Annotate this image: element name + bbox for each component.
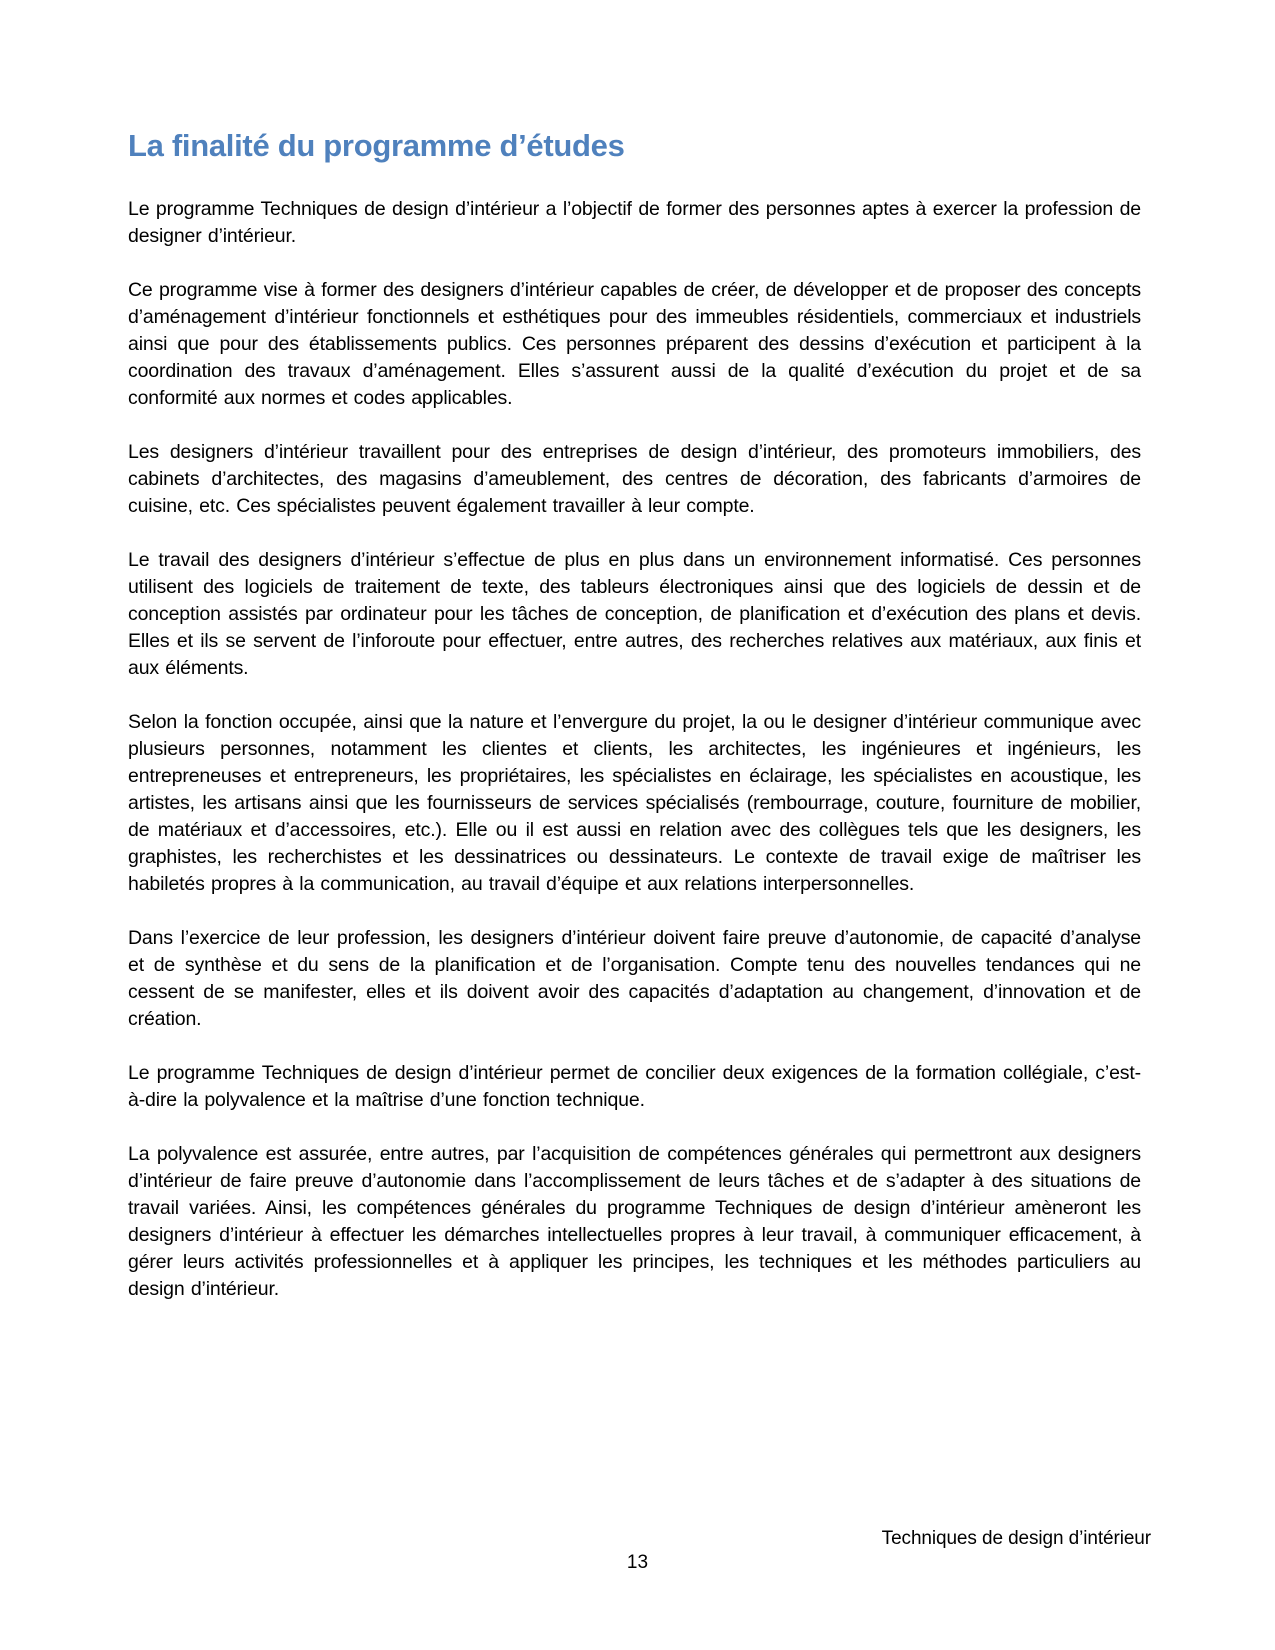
- footer-document-title: Techniques de design d’intérieur: [881, 1528, 1151, 1549]
- body-paragraph: La polyvalence est assurée, entre autres, par l’acquisition de compétences générales qui permettront aux designers d’intérieur de faire preuve d’autonomie dans l’accomplissement de leurs tâches et de s’adapter à des situations de travail variées. Ainsi, les compétences générales du programme Techniques de design d’intérieur amèneront les designers d’intérieur à effectuer les démarches intellectuelles propres à leur travail, à communiquer efficacement, à gérer leurs activités professionnelles et à appliquer les principes, les techniques et les méthodes particuliers au design d’intérieur.: [128, 1143, 1141, 1300]
- page-number: 13: [626, 1552, 649, 1573]
- body-paragraph: Ce programme vise à former des designers d’intérieur capables de créer, de développer et de proposer des concepts d’aménagement d’intérieur fonctionnels et esthétiques pour des immeubles résidentiels, commerciaux et industriels ainsi que pour des établissements publics. Ces personnes préparent des dessins d’exécution et participent à la coordination des travaux d’aménagement. Elles s’assurent aussi de la qualité d’exécution du projet et de sa conformité aux normes et codes applicables.: [128, 279, 1141, 409]
- body-paragraph: Selon la fonction occupée, ainsi que la nature et l’envergure du projet, la ou le designer d’intérieur communique avec plusieurs personnes, notamment les clientes et clients, les architectes, les ingénieures et ingénieurs, les entrepreneuses et entrepreneurs, les propriétaires, les spécialistes en éclairage, les spécialistes en acoustique, les artistes, les artisans ainsi que les fournisseurs de services spécialisés (rembourrage, couture, fourniture de mobilier, de matériaux et d’accessoires, etc.). Elle ou il est aussi en relation avec des collègues tels que les designers, les graphistes, les recherchistes et les dessinatrices ou dessinateurs. Le contexte de travail exige de maîtriser les habiletés propres à la communication, au travail d’équipe et aux relations interpersonnelles.: [128, 711, 1141, 895]
- body-paragraph: Le programme Techniques de design d’intérieur a l’objectif de former des personnes aptes à exercer la profession de designer d’intérieur.: [128, 198, 1141, 247]
- body-paragraph: Les designers d’intérieur travaillent pour des entreprises de design d’intérieur, des promoteurs immobiliers, des cabinets d’architectes, des magasins d’ameublement, des centres de décoration, des fabricants d’armoires de cuisine, etc. Ces spécialistes peuvent également travailler à leur compte.: [128, 441, 1141, 517]
- document-body: [128, 126, 1141, 1330]
- body-paragraph: Le travail des designers d’intérieur s’effectue de plus en plus dans un environnement informatisé. Ces personnes utilisent des logiciels de traitement de texte, des tableurs électroniques ainsi que des logiciels de dessin et de conception assistés par ordinateur pour les tâches de conception, de planification et d’exécution des plans et devis. Elles et ils se servent de l’inforoute pour effectuer, entre autres, des recherches relatives aux matériaux, aux finis et aux éléments.: [128, 549, 1141, 679]
- body-paragraph: Le programme Techniques de design d’intérieur permet de concilier deux exigences de la formation collégiale, c’est-à-dire la polyvalence et la maîtrise d’une fonction technique.: [128, 1062, 1141, 1111]
- page-title: La finalité du programme d’études: [128, 128, 625, 163]
- body-paragraph: Dans l’exercice de leur profession, les designers d’intérieur doivent faire preuve d’autonomie, de capacité d’analyse et de synthèse et du sens de la planification et de l’organisation. Compte tenu des nouvelles tendances qui ne cessent de se manifester, elles et ils doivent avoir des capacités d’adaptation au changement, d’innovation et de création.: [128, 927, 1141, 1030]
